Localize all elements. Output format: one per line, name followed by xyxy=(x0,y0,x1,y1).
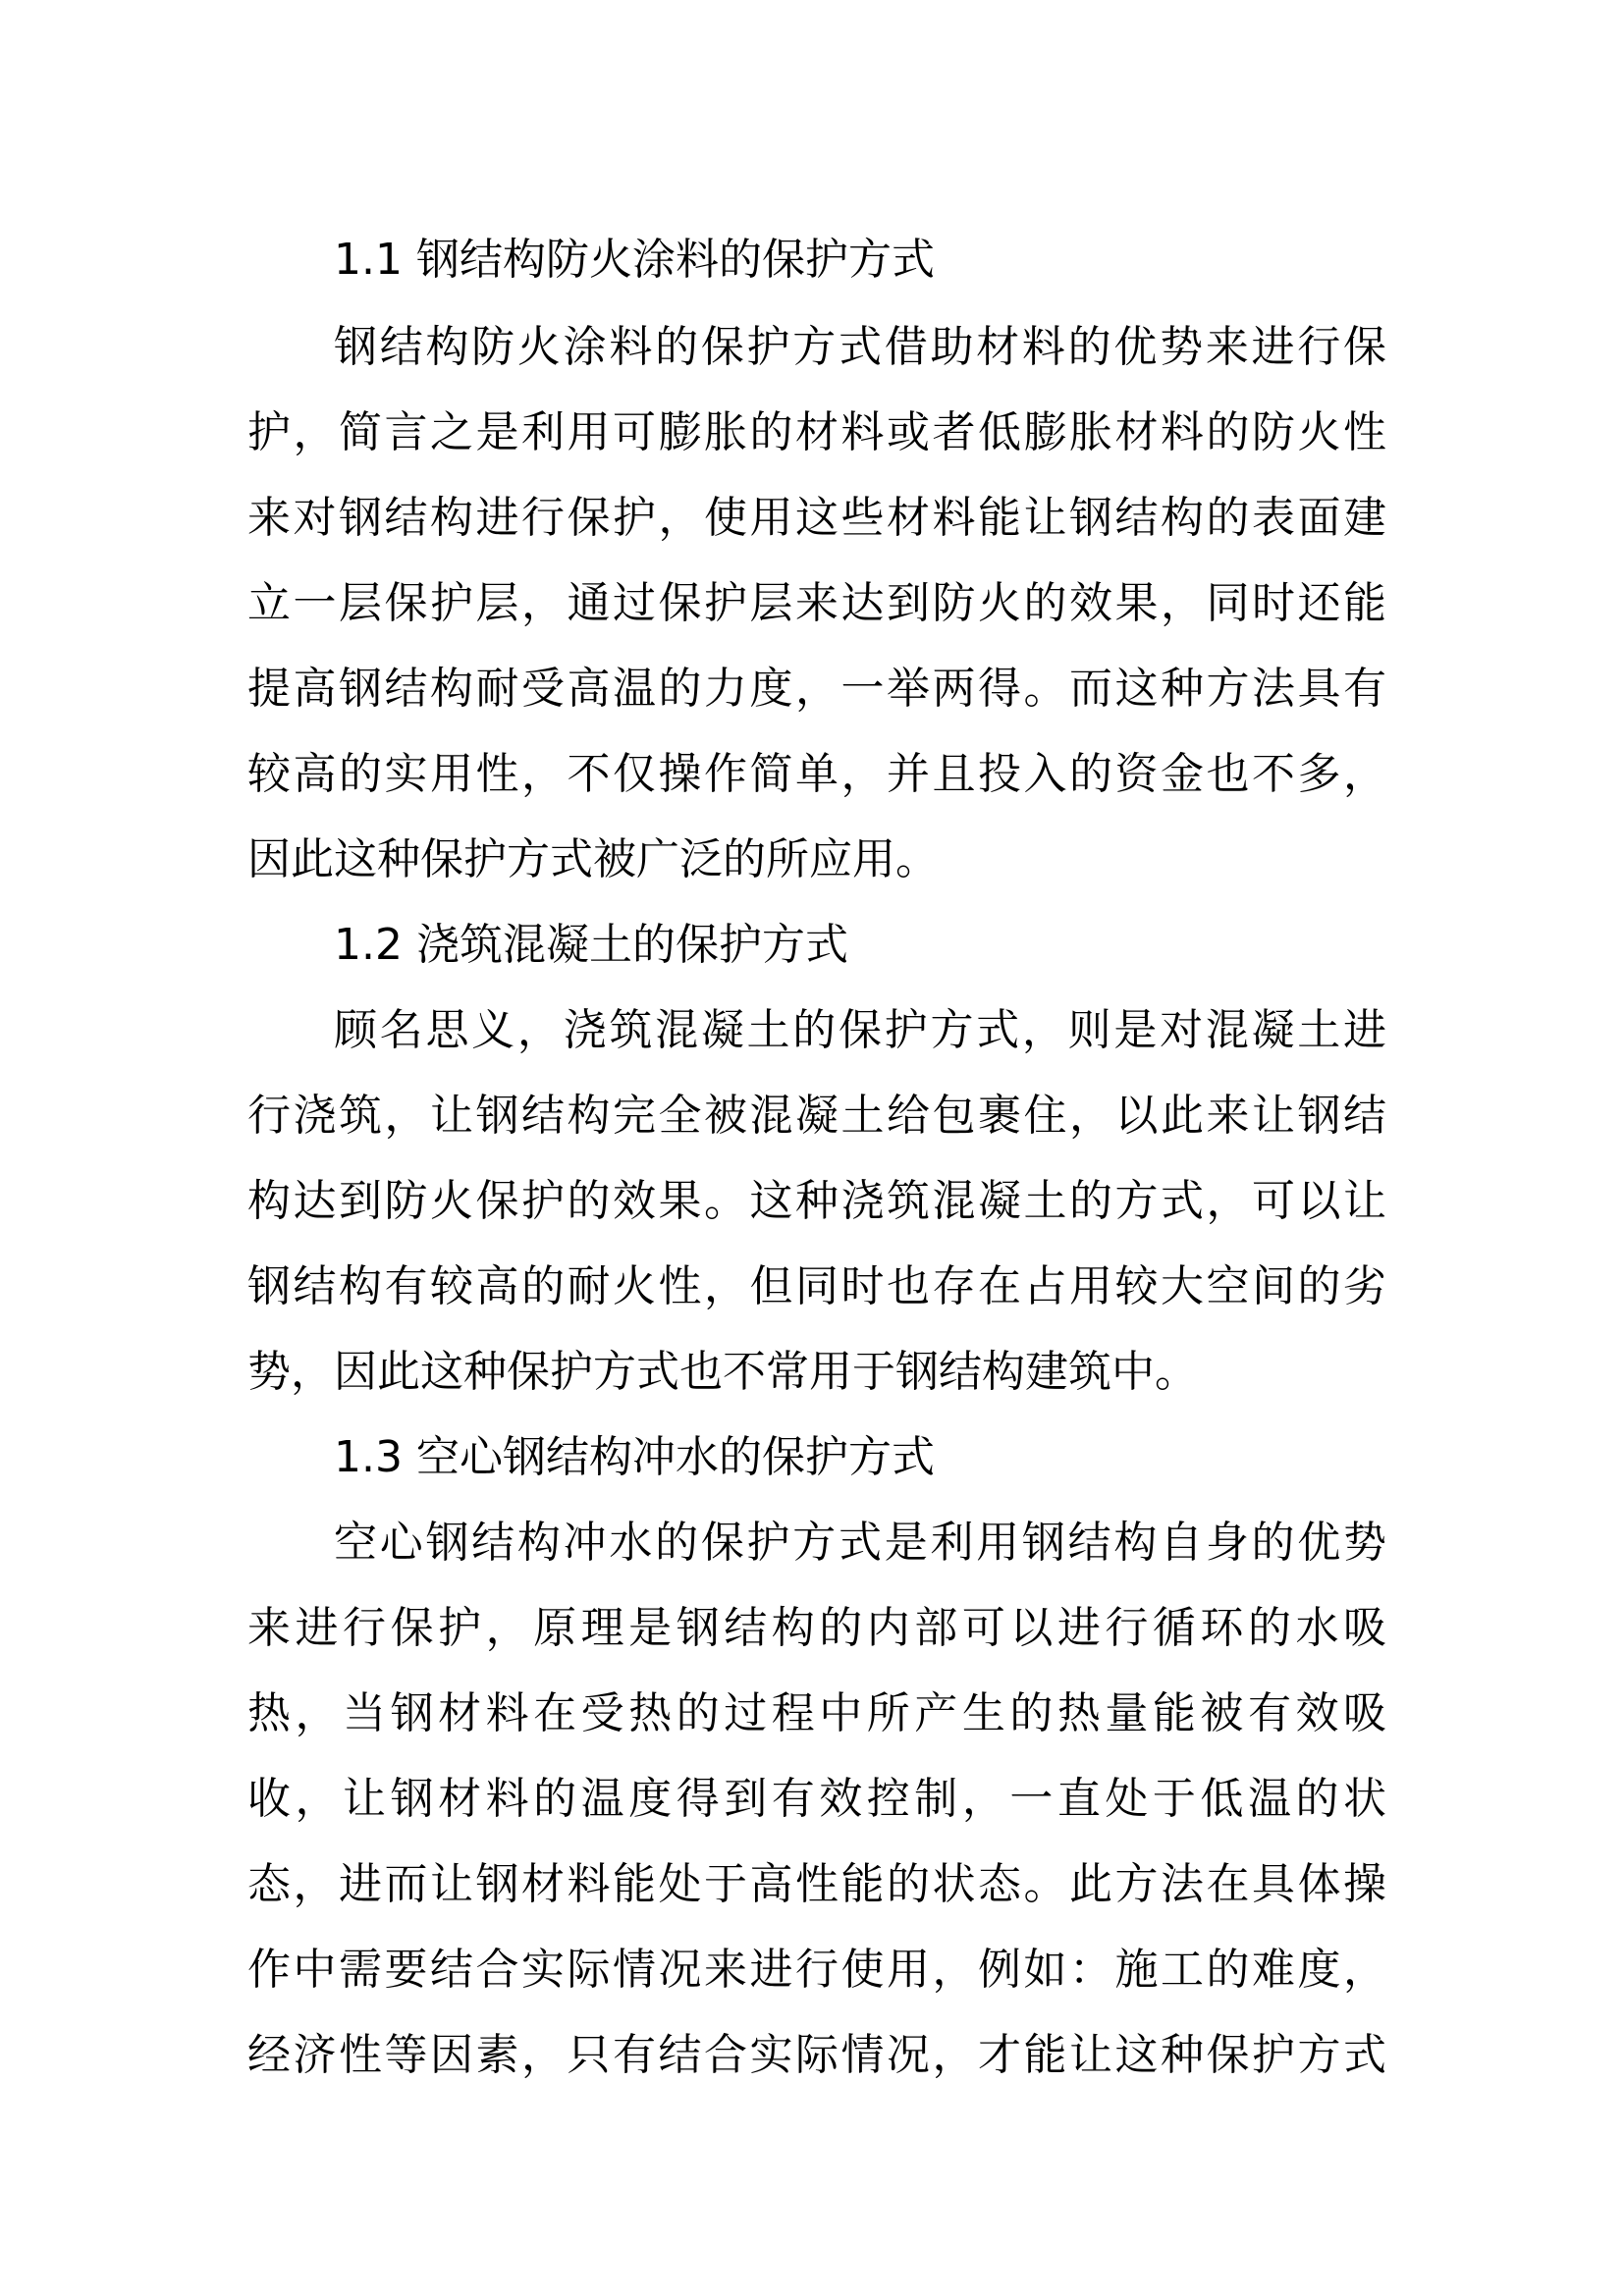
paragraph-line: 行浇筑，让钢结构完全被混凝土给包裹住，以此来让钢结 xyxy=(247,1091,1386,1141)
paragraph-line: 构达到防火保护的效果。这种浇筑混凝土的方式，可以让 xyxy=(247,1176,1386,1226)
paragraph-line: 顾名思义，浇筑混凝土的保护方式，则是对混凝土进 xyxy=(334,1005,1386,1055)
section-heading-1-2: 1.2 浇筑混凝土的保护方式 xyxy=(334,920,848,970)
paragraph-line: 收，让钢材料的温度得到有效控制，一直处于低温的状 xyxy=(247,1774,1386,1824)
paragraph-line: 钢结构有较高的耐火性，但同时也存在占用较大空间的劣 xyxy=(247,1261,1386,1311)
paragraph-line: 护，简言之是利用可膨胀的材料或者低膨胀材料的防火性 xyxy=(247,407,1386,457)
paragraph-line: 来对钢结构进行保护，使用这些材料能让钢结构的表面建 xyxy=(247,493,1386,543)
paragraph-line: 势，因此这种保护方式也不常用于钢结构建筑中。 xyxy=(247,1347,1198,1397)
paragraph-line: 热，当钢材料在受热的过程中所产生的热量能被有效吸 xyxy=(247,1688,1386,1738)
section-heading-1-1: 1.1 钢结构防火涂料的保护方式 xyxy=(334,235,935,285)
paragraph-line: 空心钢结构冲水的保护方式是利用钢结构自身的优势 xyxy=(334,1518,1386,1568)
paragraph-line: 提高钢结构耐受高温的力度，一举两得。而这种方法具有 xyxy=(247,664,1386,714)
paragraph-line: 较高的实用性，不仅操作简单，并且投入的资金也不多， xyxy=(247,749,1386,799)
paragraph-line: 经济性等因素，只有结合实际情况，才能让这种保护方式 xyxy=(247,2030,1386,2080)
paragraph-line: 作中需要结合实际情况来进行使用，例如：施工的难度， xyxy=(247,1945,1386,1995)
paragraph-line: 立一层保护层，通过保护层来达到防火的效果，同时还能 xyxy=(247,578,1386,628)
paragraph-line: 因此这种保护方式被广泛的所应用。 xyxy=(247,834,939,884)
paragraph-line: 钢结构防火涂料的保护方式借助材料的优势来进行保 xyxy=(334,322,1386,372)
paragraph-line: 态，进而让钢材料能处于高性能的状态。此方法在具体操 xyxy=(247,1859,1386,1909)
paragraph-line: 来进行保护，原理是钢结构的内部可以进行循环的水吸 xyxy=(247,1603,1386,1653)
section-heading-1-3: 1.3 空心钢结构冲水的保护方式 xyxy=(334,1432,935,1482)
